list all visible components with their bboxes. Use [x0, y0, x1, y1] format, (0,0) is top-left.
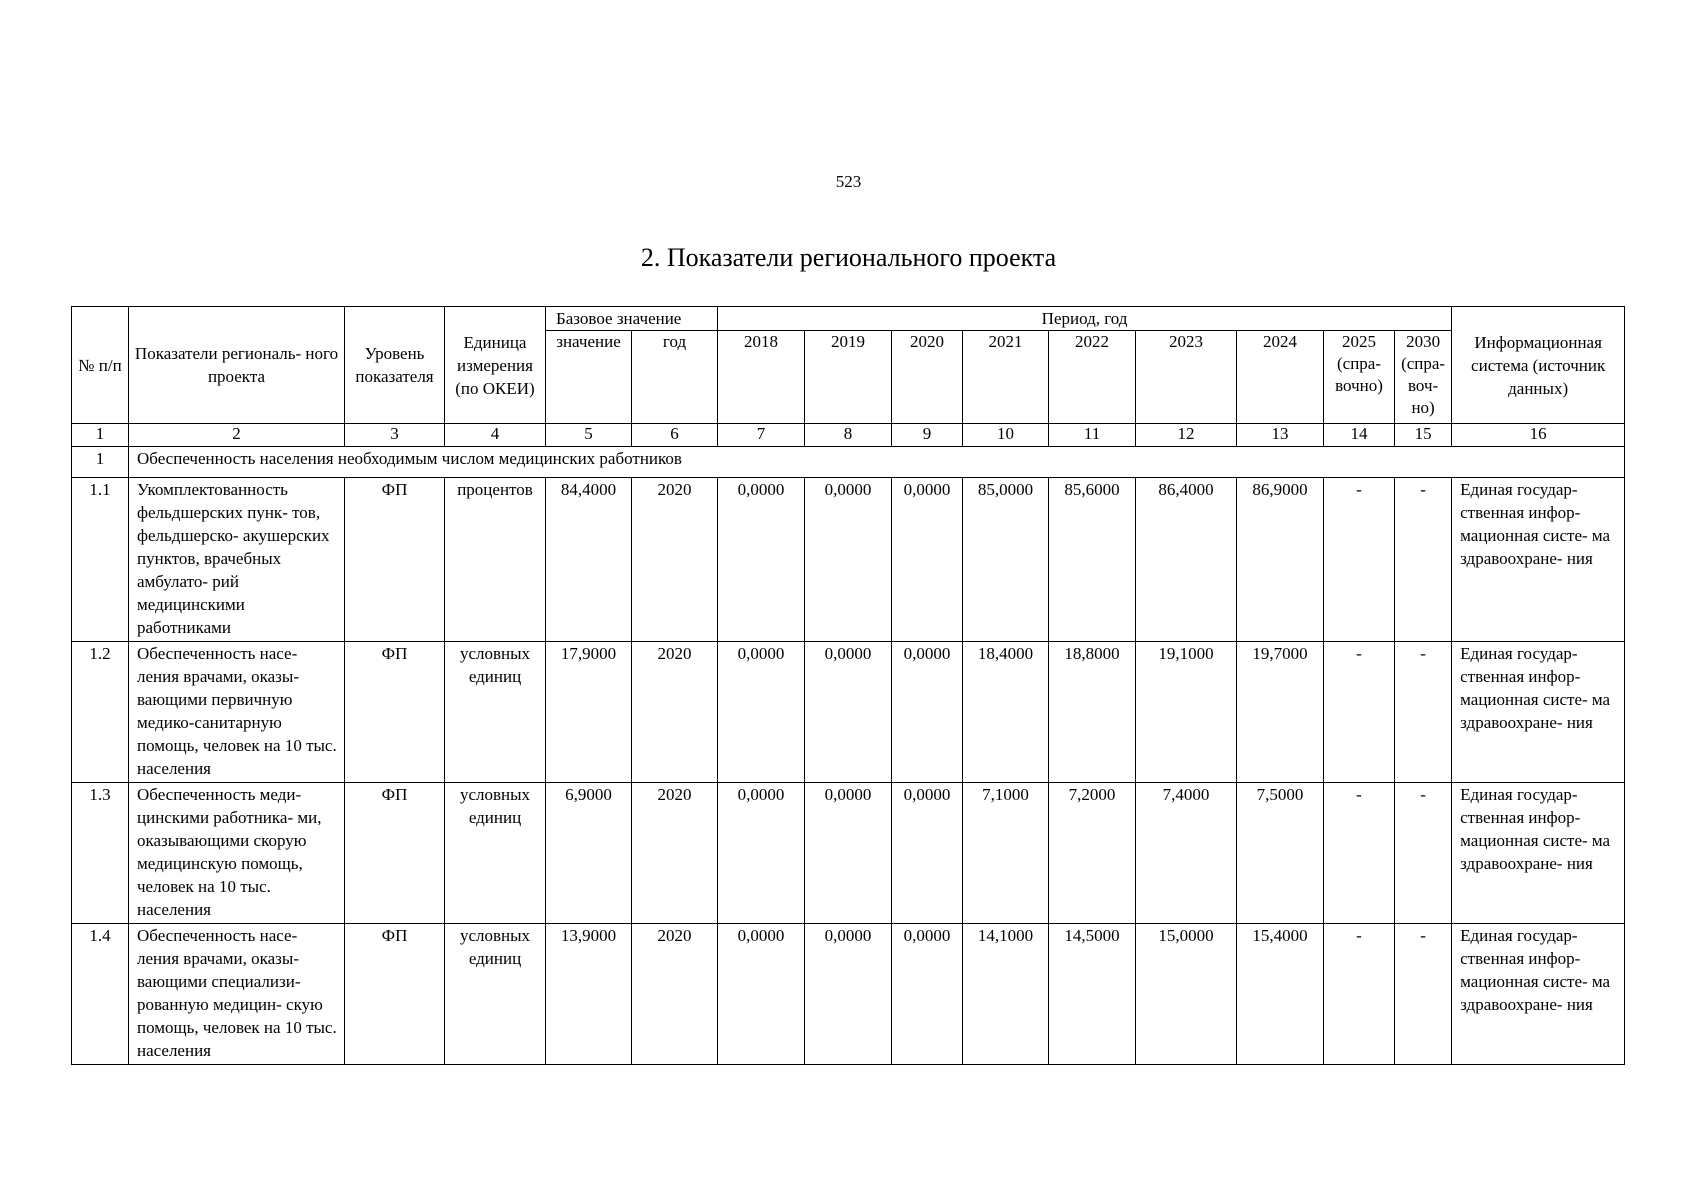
table-row [72, 924, 1625, 1065]
value-2024: 15,4000 [1237, 924, 1324, 1065]
indicator-name: Обеспеченность насе- ления врачами, оказы- вающими первичную медико-санитарную помощь, человек на 10 тыс. населения [129, 642, 345, 783]
column-number: 6 [632, 424, 718, 447]
column-number: 13 [1237, 424, 1324, 447]
data-source: Единая государ- ственная инфор- мационная систе- ма здравоохране- ния [1452, 783, 1625, 924]
value-2023: 15,0000 [1136, 924, 1237, 1065]
column-numbers-row [72, 424, 1625, 447]
base-value: 13,9000 [546, 924, 632, 1065]
column-number: 9 [892, 424, 963, 447]
column-number: 16 [1452, 424, 1625, 447]
table-row [72, 642, 1625, 783]
value-2018: 0,0000 [718, 642, 805, 783]
column-number: 5 [546, 424, 632, 447]
value-2024: 86,9000 [1237, 478, 1324, 642]
header-year-2019: 2019 [805, 331, 892, 424]
header-indicator: Показатели региональ- ного проекта [129, 307, 345, 424]
column-number: 10 [963, 424, 1049, 447]
column-number: 7 [718, 424, 805, 447]
value-2019: 0,0000 [805, 642, 892, 783]
header-year-2021: 2021 [963, 331, 1049, 424]
value-2019: 0,0000 [805, 924, 892, 1065]
section-title: Обеспеченность населения необходимым числом медицинских работников [129, 447, 1625, 478]
base-year: 2020 [632, 642, 718, 783]
header-period-group: Период, год [718, 307, 1452, 331]
data-source: Единая государ- ственная инфор- мационная систе- ма здравоохране- ния [1452, 642, 1625, 783]
value-2024: 7,5000 [1237, 783, 1324, 924]
indicator-level: ФП [345, 642, 445, 783]
indicator-name: Обеспеченность меди- цинскими работника- ми, оказывающими скорую медицинскую помощь, человек на 10 тыс. населения [129, 783, 345, 924]
header-year-2024: 2024 [1237, 331, 1324, 424]
value-2018: 0,0000 [718, 924, 805, 1065]
value-2018: 0,0000 [718, 478, 805, 642]
indicator-name: Укомплектованность фельдшерских пунк- тов, фельдшерско- акушерских пунктов, врачебных амбулато- рий медицинскими работниками [129, 478, 345, 642]
value-2022: 7,2000 [1049, 783, 1136, 924]
column-number: 15 [1395, 424, 1452, 447]
value-2025: - [1324, 642, 1395, 783]
row-num: 1.2 [72, 642, 129, 783]
row-num: 1.1 [72, 478, 129, 642]
column-number: 2 [129, 424, 345, 447]
value-2025: - [1324, 478, 1395, 642]
value-2023: 19,1000 [1136, 642, 1237, 783]
indicator-name: Обеспеченность насе- ления врачами, оказы- вающими специализи- рованную медицин- скую помощь, человек на 10 тыс. населения [129, 924, 345, 1065]
column-number: 8 [805, 424, 892, 447]
indicator-unit: условных единиц [445, 924, 546, 1065]
data-source: Единая государ- ственная инфор- мационная систе- ма здравоохране- ния [1452, 478, 1625, 642]
indicator-unit: условных единиц [445, 642, 546, 783]
header-base-year: год [632, 331, 718, 424]
value-2030: - [1395, 642, 1452, 783]
base-year: 2020 [632, 783, 718, 924]
column-number: 14 [1324, 424, 1395, 447]
header-year-2018: 2018 [718, 331, 805, 424]
indicator-unit: процентов [445, 478, 546, 642]
header-source: Информационная система (источник данных) [1452, 307, 1625, 424]
value-2019: 0,0000 [805, 783, 892, 924]
data-source: Единая государ- ственная инфор- мационная систе- ма здравоохране- ния [1452, 924, 1625, 1065]
header-year-2022: 2022 [1049, 331, 1136, 424]
value-2022: 14,5000 [1049, 924, 1136, 1065]
value-2024: 19,7000 [1237, 642, 1324, 783]
value-2019: 0,0000 [805, 478, 892, 642]
page-number: 523 [835, 172, 862, 191]
row-num: 1.4 [72, 924, 129, 1065]
value-2023: 7,4000 [1136, 783, 1237, 924]
column-number: 1 [72, 424, 129, 447]
header-year-2025: 2025 (спра- вочно) [1324, 331, 1395, 424]
header-year-2020: 2020 [892, 331, 963, 424]
value-2020: 0,0000 [892, 478, 963, 642]
indicator-level: ФП [345, 478, 445, 642]
indicator-level: ФП [345, 924, 445, 1065]
column-number: 4 [445, 424, 546, 447]
page-title: 2. Показатели регионального проекта [640, 243, 1057, 272]
header-num: № п/п [72, 307, 129, 424]
indicators-table [71, 306, 1625, 1065]
header-level: Уровень показателя [345, 307, 445, 424]
value-2023: 86,4000 [1136, 478, 1237, 642]
table-row [72, 478, 1625, 642]
header-year-2023: 2023 [1136, 331, 1237, 424]
table-header [72, 307, 1625, 424]
row-num: 1.3 [72, 783, 129, 924]
base-value: 84,4000 [546, 478, 632, 642]
value-2030: - [1395, 924, 1452, 1065]
header-base-value: значение [546, 331, 632, 424]
value-2022: 18,8000 [1049, 642, 1136, 783]
value-2025: - [1324, 924, 1395, 1065]
value-2030: - [1395, 478, 1452, 642]
indicator-level: ФП [345, 783, 445, 924]
base-value: 6,9000 [546, 783, 632, 924]
value-2021: 85,0000 [963, 478, 1049, 642]
header-year-2030: 2030 (спра- воч- но) [1395, 331, 1452, 424]
indicator-unit: условных единиц [445, 783, 546, 924]
column-number: 3 [345, 424, 445, 447]
value-2022: 85,6000 [1049, 478, 1136, 642]
value-2030: - [1395, 783, 1452, 924]
base-value: 17,9000 [546, 642, 632, 783]
header-unit: Единица измерения (по ОКЕИ) [445, 307, 546, 424]
value-2021: 18,4000 [963, 642, 1049, 783]
value-2020: 0,0000 [892, 924, 963, 1065]
section-num: 1 [72, 447, 129, 478]
value-2021: 14,1000 [963, 924, 1049, 1065]
base-year: 2020 [632, 924, 718, 1065]
value-2020: 0,0000 [892, 783, 963, 924]
value-2021: 7,1000 [963, 783, 1049, 924]
table-row [72, 783, 1625, 924]
base-year: 2020 [632, 478, 718, 642]
column-number: 12 [1136, 424, 1237, 447]
value-2018: 0,0000 [718, 783, 805, 924]
value-2020: 0,0000 [892, 642, 963, 783]
header-base-group: Базовое значение [546, 307, 718, 331]
column-number: 11 [1049, 424, 1136, 447]
section-row [72, 447, 1625, 478]
value-2025: - [1324, 783, 1395, 924]
